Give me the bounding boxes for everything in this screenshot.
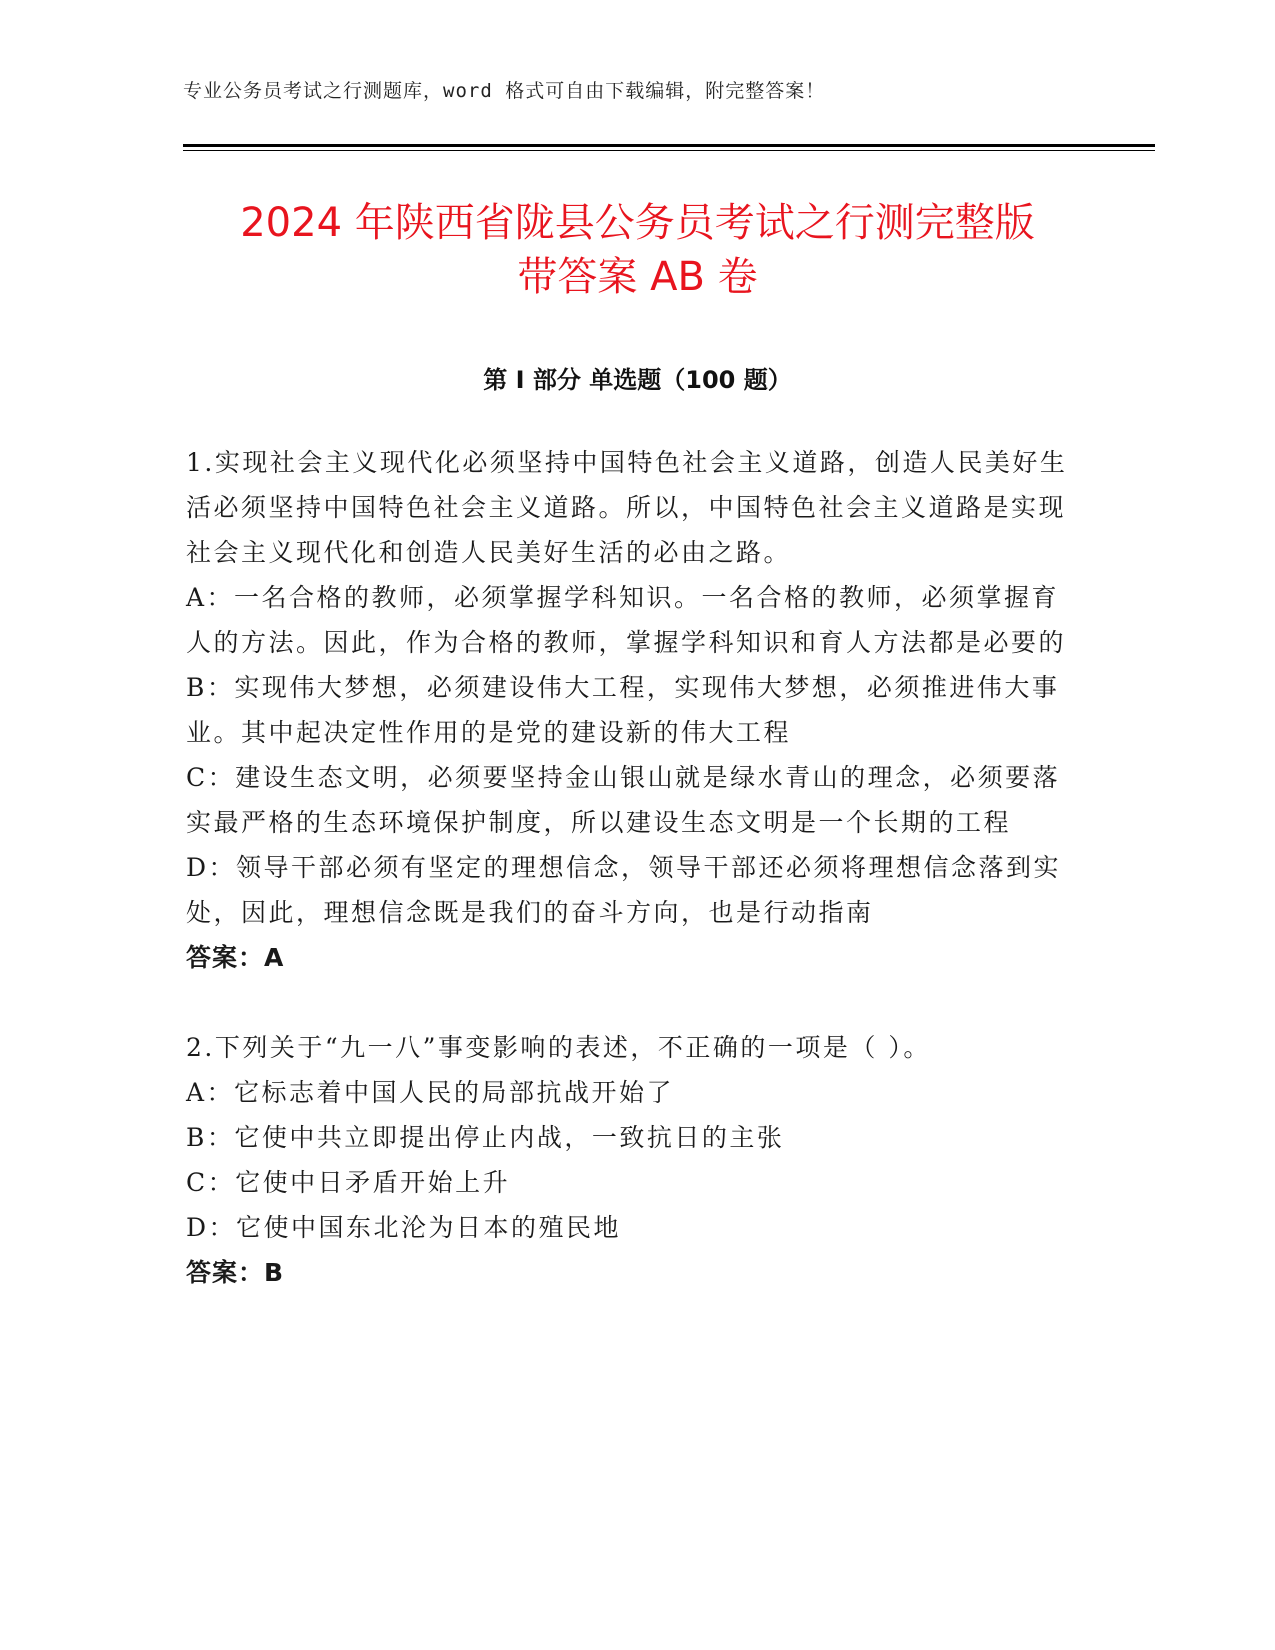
answer: 答案：B <box>186 1258 285 1287</box>
section-heading: 第 I 部分 单选题（100 题） <box>483 366 792 394</box>
question-list <box>186 440 1086 1340</box>
option-b: B：实现伟大梦想，必须建设伟大工程，实现伟大梦想，必须推进伟大事业。其中起决定性作用的是党的建设新的伟大工程 <box>186 673 1060 747</box>
question-stem: 1.实现社会主义现代化必须坚持中国特色社会主义道路，创造人民美好生活必须坚持中国特色社会主义道路。所以，中国特色社会主义道路是实现社会主义现代化和创造人民美好生活的必由之路。 <box>186 448 1068 567</box>
question-2 <box>186 1025 1086 1295</box>
document-title-line-1: 2024 年陕西省陇县公务员考试之行测完整版 <box>240 200 1035 246</box>
option-a: A：它标志着中国人民的局部抗战开始了 <box>186 1078 675 1107</box>
answer: 答案：A <box>186 943 285 972</box>
header-rule-thin <box>183 150 1155 151</box>
option-d: D：它使中国东北沦为日本的殖民地 <box>186 1213 622 1242</box>
question-stem: 2.下列关于“九一八”事变影响的表述，不正确的一项是（ ）。 <box>186 1033 931 1062</box>
document-title <box>150 196 1125 304</box>
option-c: C：建设生态文明，必须要坚持金山银山就是绿水青山的理念，必须要落实最严格的生态环境保护制度，所以建设生态文明是一个长期的工程 <box>186 763 1061 837</box>
option-c: C：它使中日矛盾开始上升 <box>186 1168 511 1197</box>
question-1 <box>186 440 1086 980</box>
header-note: 专业公务员考试之行测题库，word 格式可自由下载编辑，附完整答案！ <box>183 80 826 102</box>
header-rule-thick <box>183 144 1155 147</box>
option-d: D：领导干部必须有坚定的理想信念，领导干部还必须将理想信念落到实处，因此，理想信念既是我们的奋斗方向，也是行动指南 <box>186 853 1062 927</box>
option-a: A：一名合格的教师，必须掌握学科知识。一名合格的教师，必须掌握育人的方法。因此，作为合格的教师，掌握学科知识和育人方法都是必要的 <box>186 583 1067 657</box>
document-title-line-2: 带答案 AB 卷 <box>517 254 758 300</box>
option-b: B：它使中共立即提出停止内战，一致抗日的主张 <box>186 1123 785 1152</box>
